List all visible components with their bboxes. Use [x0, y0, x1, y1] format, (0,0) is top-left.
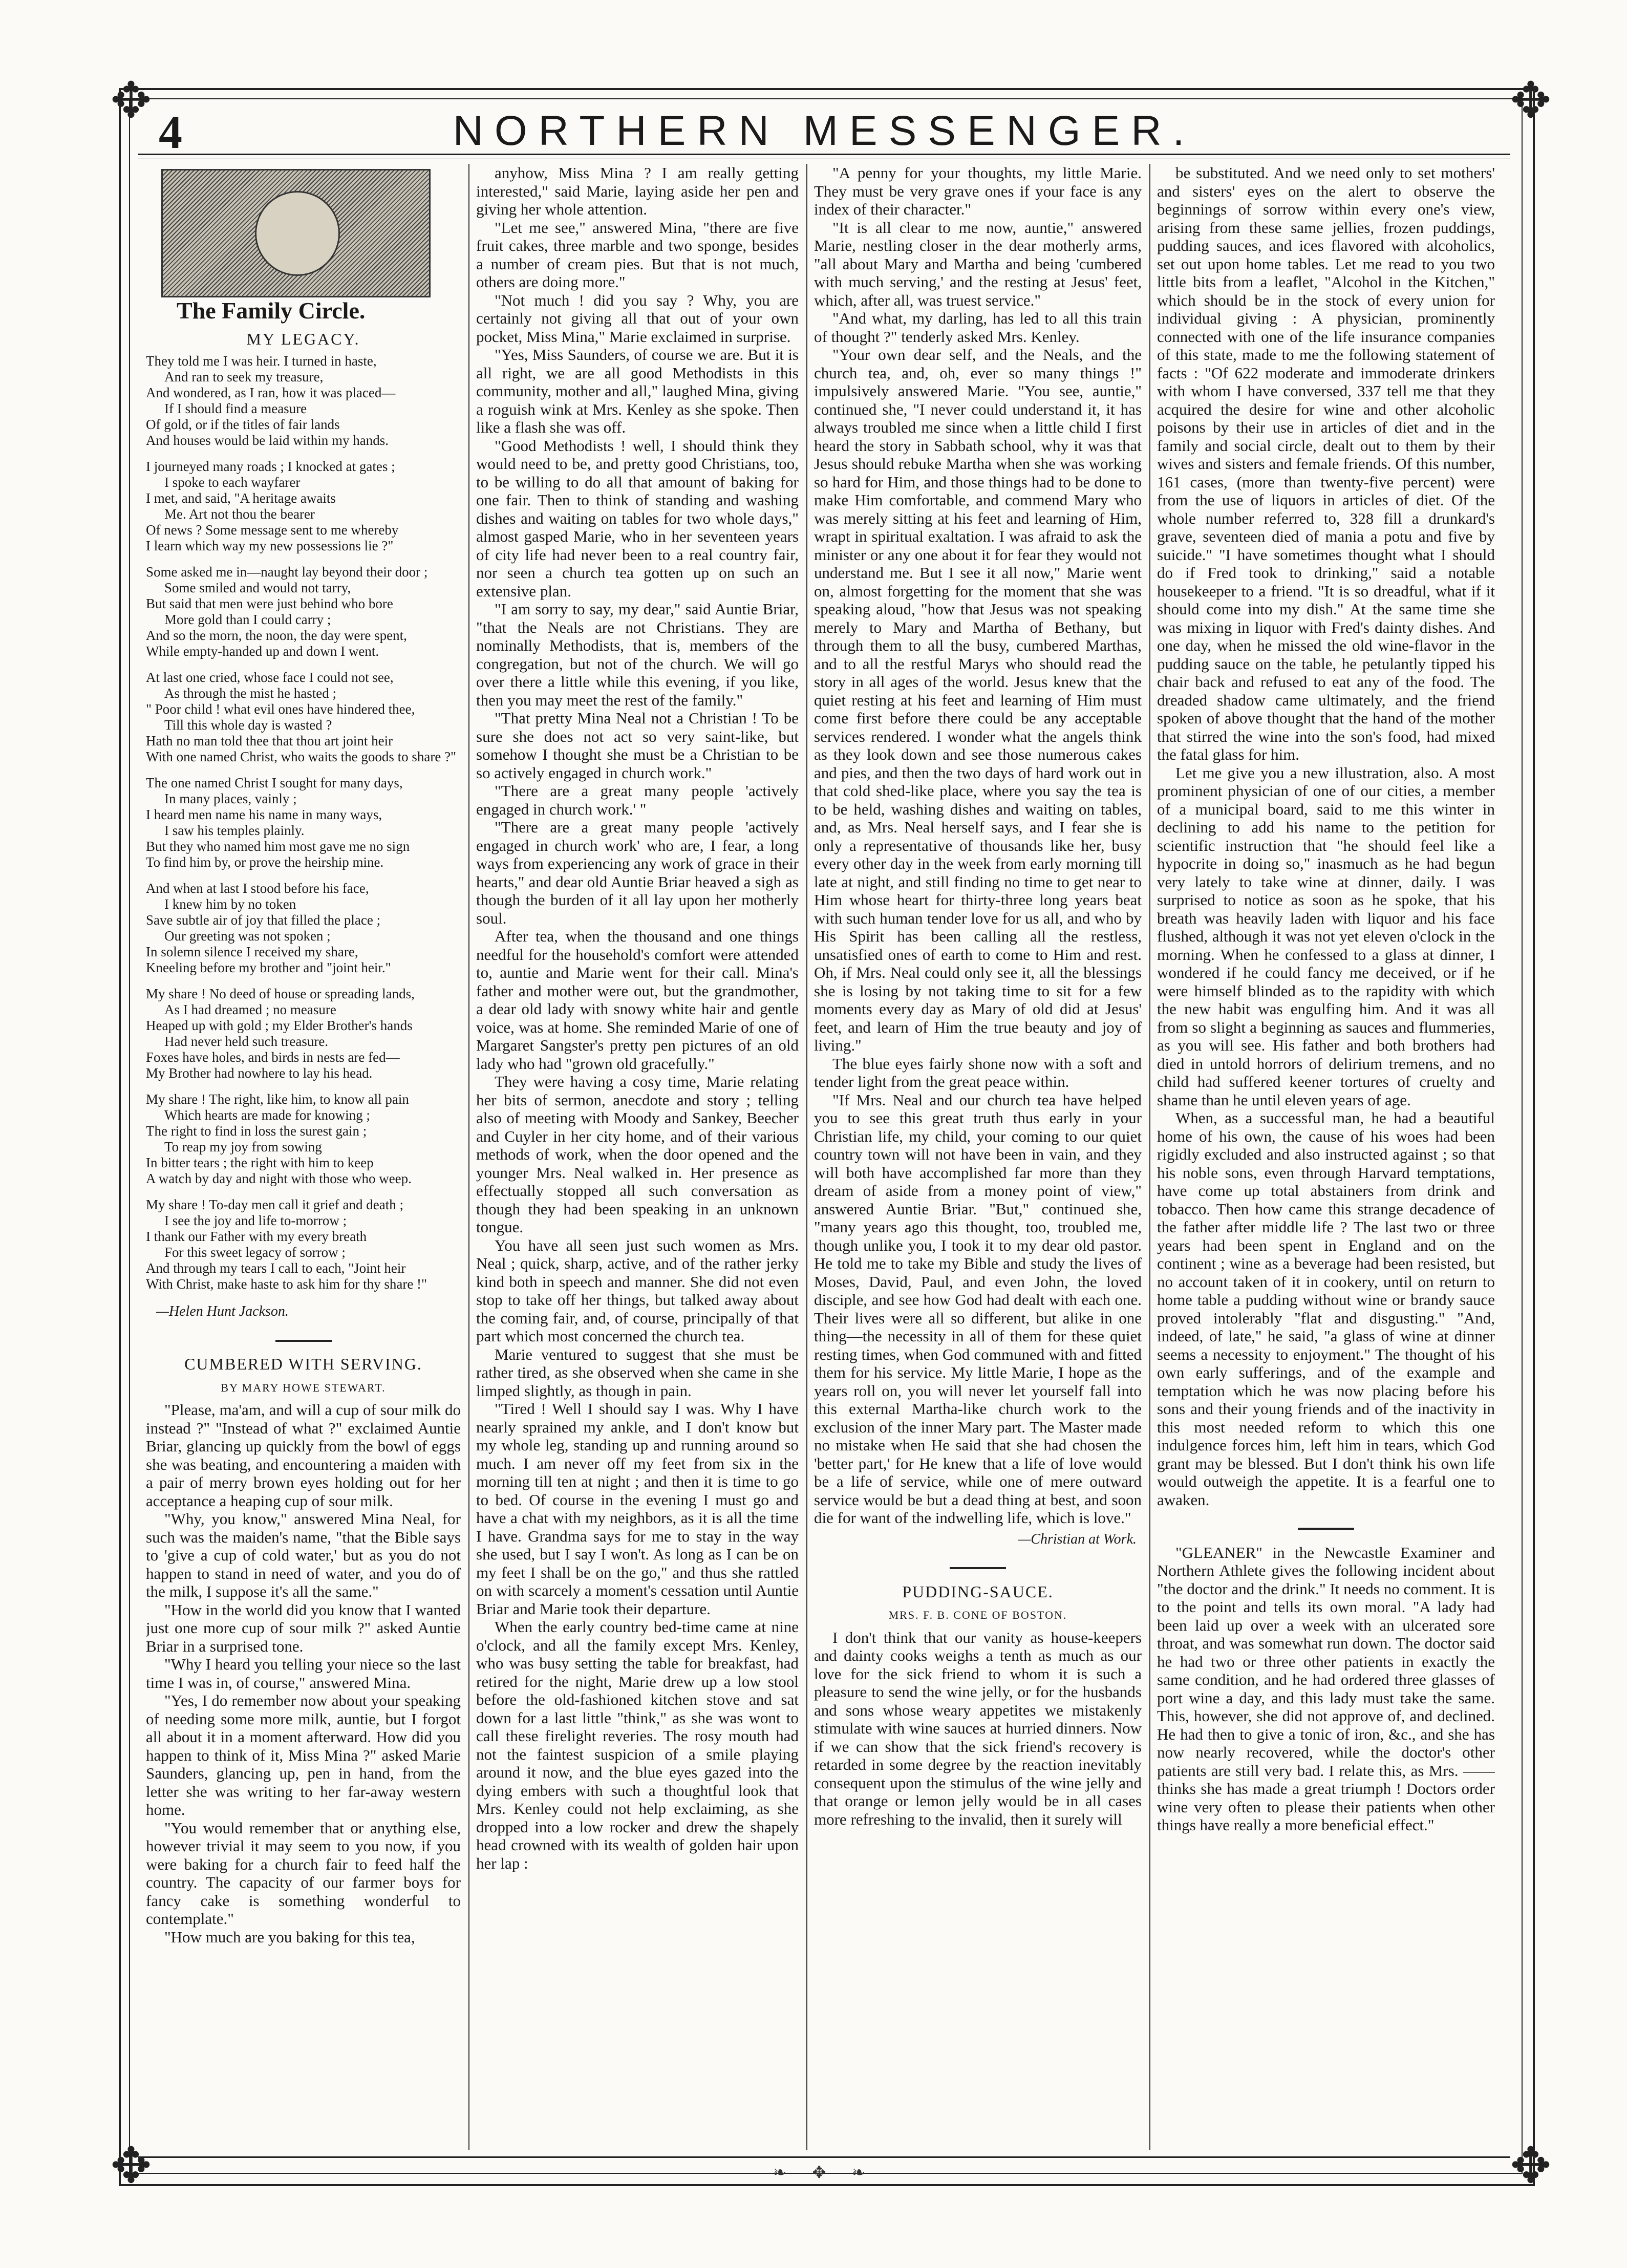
poem-line: I met, and said, "A heritage awaits [146, 490, 336, 506]
poem-line: And ran to seek my treasure, [164, 369, 324, 384]
poem-line: And when at last I stood before his face, [146, 881, 369, 896]
corner-ornament-bottom-right: ✥ [1510, 2137, 1552, 2194]
poem-line: In solemn silence I received my share, [146, 944, 358, 959]
paragraph: They were having a cosy time, Marie relating her bits of sermon, anecdote and story ; telling also of meeting with Moody and Sankey, Beecher and Cuyler in her city home, and of their various methods of work, when the door opened and the younger Mrs. Neal walked in. Her presence as effectually stopped all such conversation as though they had been speaking in an unknown tongue. [476, 1073, 799, 1236]
poem-line: The one named Christ I sought for many days, [146, 775, 403, 790]
poem-line: I see the joy and life to-morrow ; [164, 1213, 347, 1228]
paragraph: "Please, ma'am, and will a cup of sour milk do instead ?" "Instead of what ?" exclaimed Auntie Briar, glancing up quickly from the bowl of eggs she was beating, and encountering a maiden with a pair of merry brown eyes holding out for her acceptance a heaping cup of sour milk. [146, 1401, 461, 1510]
page-header [138, 100, 1510, 166]
poem-line: Foxes have holes, and birds in nests are fed— [146, 1050, 400, 1065]
poem-line: I knew him by no token [164, 896, 296, 912]
poem-stanza [146, 670, 461, 765]
masthead-title: NORTHERN MESSENGER. [453, 108, 1196, 154]
gleaner-text [1157, 1544, 1495, 1834]
pudding-byline: MRS. F. B. CONE OF BOSTON. [888, 1609, 1067, 1621]
poem-line: I learn which way my new possessions lie ?" [146, 538, 394, 553]
family-circle-illustration [161, 169, 431, 297]
poem-line: At last one cried, whose face I could not see, [146, 670, 394, 685]
poem-line: For this sweet legacy of sorrow ; [164, 1245, 346, 1260]
paragraph: "A penny for your thoughts, my little Marie. They must be very grave ones if your face is any index of their character." [814, 164, 1142, 218]
poem-line: And houses would be laid within my hands. [146, 433, 389, 448]
paragraph: "GLEANER" in the Newcastle Examiner and Northern Athlete gives the following incident about "the doctor and the drink." It needs no comment. It is to the point and tells its own moral. "A lady had been laid up over a week with an ulcerated sore throat, and was somewhat run down. The doctor said he had two or three other patients in exactly the same condition, and he had ordered three glasses of port wine a day, and this lady must take the same. This, however, she did not approve of, and declined. He had then to give a tonic of iron, &c., and she has now nearly recovered, while the doctor's other patients are still very bad. I relate this, as Mrs. —— thinks she has made a great triumph ! Doctors order wine very often to please their patients when other things have really a more beneficial effect." [1157, 1543, 1495, 1834]
corner-ornament-bottom-left: ✥ [110, 2137, 152, 2194]
poem-stanza [146, 775, 461, 870]
paragraph: When the early country bed-time came at nine o'clock, and all the family except Mrs. Kenley, who was busy setting the table for breakfast, had retired for the night, Marie drew up a low stool before the old-fashioned kitchen stove and sat down for a last little "think," as she was wont to call these firelight reveries. The rosy mouth had not the faintest suspicion of a smile playing around it now, and the blue eyes gazed into the dying embers with such a thoughtful look that Mrs. Kenley could not help exclaiming, as she dropped into a low rocker and drew the shapely head crowned with its wealth of golden hair upon her lap : [476, 1618, 799, 1872]
column-4 [1157, 164, 1495, 2150]
paragraph: "Your own dear self, and the Neals, and the church tea, and, oh, ever so many things !" impulsively answered Marie. "You see, auntie," continued she, "I never could understand it, it has always troubled me since when a little child I first heard the story in Sabbath school, why it was that Jesus should rebuke Martha when she was working so hard for Him, and those things had to be done to make Him comfortable, and commend Mary who was merely sitting at his feet and learning of Him, wrapt in spiritual exaltation. I was afraid to ask the minister or any one about it for fear they would not understand me. But I see it all now," Marie went on, almost forgetting for the moment that she was speaking aloud, "how that Jesus was not speaking merely to Mary and Martha of Bethany, but through them to all the busy, cumbered Marthas, and to all the restful Marys who should read the story in all ages of the world. Jesus knew that the quiet resting at his feet and learning of Him must come first before there could be any acceptable services rendered. I wonder what the angels think as they look down and see those numerous cakes and pies, and then the two days of hard work out in that cold shed-like place, where you say the tea is to be held, washing dishes and waiting on tables, and, as Mrs. Neal herself says, and I fear she is only a representative of thousands like her, busy every other day in the week from early morning till late at night, and still finding no time to get near to Him whose heart for thirty-three long years beat with such human tender love for us all, and who by His Spirit has been calling all the restless, unsatisfied ones of earth to come to Him and rest. Oh, if Mrs. Neal could only see it, all the blessings she is losing by not taking time to sit for a few moments every day as Mary of old did at Jesus' feet, and learn of Him the true beauty and joy of living." [814, 346, 1142, 1054]
paragraph: anyhow, Miss Mina ? I am really getting interested," said Marie, laying aside her pen and giving her whole attention. [476, 164, 799, 218]
poem-credit: —Helen Hunt Jackson. [156, 1303, 289, 1319]
pudding-text-col3 [814, 1629, 1142, 1829]
paragraph: You have all seen just such women as Mrs. Neal ; quick, sharp, active, and of the rather jerky kind both in speech and manner. She did not even stop to take off her things, but talked away about the coming fair, and, of course, principally of that part which most concerned the church tea. [476, 1236, 799, 1345]
poem-stanza [146, 881, 461, 976]
poem-stanza [146, 986, 461, 1081]
poem-line: To reap my joy from sowing [164, 1139, 322, 1154]
poem-stanza [146, 1197, 461, 1292]
poem-line: My share ! To-day men call it grief and death ; [146, 1197, 403, 1212]
poem-stanza [146, 353, 461, 448]
column-rule [806, 164, 807, 2150]
header-rule [138, 154, 1510, 155]
poem-line: Me. Art not thou the bearer [164, 506, 315, 522]
column-3 [814, 164, 1142, 2150]
column-rule [1149, 164, 1150, 2150]
poem-line: While empty-handed up and down I went. [146, 644, 379, 659]
poem-line: As I had dreamed ; no measure [164, 1002, 336, 1017]
poem-line: Heaped up with gold ; my Elder Brother's hands [146, 1018, 413, 1033]
poem-line: The right to find in loss the surest gain ; [146, 1123, 367, 1139]
poem-line: Till this whole day is wasted ? [164, 717, 332, 733]
poem-line: Of news ? Some message sent to me whereby [146, 522, 399, 538]
poem-line: " Poor child ! what evil ones have hindered thee, [146, 701, 415, 717]
poem-line: And so the morn, the noon, the day were spent, [146, 628, 407, 643]
poem-line: My share ! No deed of house or spreading lands, [146, 986, 415, 1001]
paragraph: "If Mrs. Neal and our church tea have helped you to see this great truth thus early in your Christian life, my child, your coming to our quiet country town will not have been in vain, and they will both have accomplished far more than they dream of aside from a money point of view," answered Auntie Briar. "But," continued she, "many years ago this thought, too, troubled me, though unlike you, I took it to my dear old pastor. He told me to take my Bible and study the lives of Moses, David, Paul, and even John, the loved disciple, and see how God had dealt with each one. Their lives were all so different, but alike in one thing—the necessity in all of them for these quiet resting times, when God communed with and fitted them for his service. My little Marie, I hope as the years roll on, you will never let yourself fall into this external Martha-like church work to the exclusion of the inner Mary part. The Master made no mistake when He said that she had chosen the 'better part,' for He knew that a life of love would be a life of service, while one of mere outward service would be but a dead thing at best, and soon die for want of the indwelling life, which is love." [814, 1090, 1142, 1527]
paragraph: "Not much ! did you say ? Why, you are certainly not giving all that out of your own pocket, Miss Mina," Marie exclaimed in surprise. [476, 291, 799, 346]
paragraph: "You would remember that or anything else, however trivial it may seem to you now, if you were baking for a church fair to feed half the country. The capacity of our farmer boys for fancy cake is something wonderful to contemplate." [146, 1818, 461, 1928]
story-text-col1 [146, 1401, 461, 1946]
story-title: CUMBERED WITH SERVING. [184, 1355, 422, 1373]
divider [1157, 1517, 1495, 1535]
paragraph: "Why I heard you telling your niece so the last time I was in, of course," answered Mina. [146, 1655, 461, 1692]
footer-ornament: ❧ ✥ ❧ [773, 2163, 876, 2182]
paragraph: "Why, you know," answered Mina Neal, for such was the maiden's name, "that the Bible says to 'give a cup of cold water,' but as you do not happen to stand in need of water, and you do of the milk, I suppose it's all the same." [146, 1510, 461, 1600]
poem-line: I journeyed many roads ; I knocked at gates ; [146, 459, 395, 474]
paragraph: "How in the world did you know that I wanted just one more cup of sour milk ?" asked Auntie Briar in a surprised tone. [146, 1600, 461, 1655]
paragraph: "Yes, Miss Saunders, of course we are. But it is all right, we are all good Methodists in this community, mother and all," laughed Mina, giving a roguish wink at Mrs. Kenley as she spoke. Then like a flash she was off. [476, 346, 799, 436]
poem-line: Save subtle air of joy that filled the place ; [146, 912, 381, 928]
story-credit: —Christian at Work. [1018, 1531, 1137, 1547]
paragraph: "How much are you baking for this tea, [164, 1928, 415, 1946]
poem-stanza [146, 459, 461, 554]
divider [814, 1556, 1142, 1575]
poem-line: My share ! The right, like him, to know all pain [146, 1092, 409, 1107]
story-byline: BY MARY HOWE STEWART. [221, 1381, 386, 1394]
poem-line: A watch by day and night with those who weep. [146, 1171, 412, 1186]
section-title: The Family Circle. [177, 297, 366, 324]
pudding-text-col4 [1157, 164, 1495, 1509]
poem-line: If I should find a measure [164, 401, 307, 416]
poem-line: I heard men name his name in many ways, [146, 807, 382, 822]
poem-line: With Christ, make haste to ask him for thy share !" [146, 1276, 427, 1292]
poem-body [146, 353, 461, 1292]
column-2 [476, 164, 799, 2150]
paragraph: "I am sorry to say, my dear," said Auntie Briar, "that the Neals are not Christians. They are nominally Methodists, that is, members of the congregation, but not of the church. We will go over there a little while this evening, if you like, then you may meet the rest of the family." [476, 600, 799, 709]
poem-line: Had never held such treasure. [164, 1034, 329, 1049]
column-1 [146, 164, 461, 2150]
paragraph: Let me give you a new illustration, also. A most prominent physician of one of our cities, a member of a municipal board, said to me this winter in declining to add his name to the petition for scientific instruction that "he should feel like a hypocrite in doing so," inasmuch as he had begun very lately to take wine at dinner, daily. I was surprised to notice as soon as he spoke, that his breath was heavily laden with liquor and his face flushed, although it was not yet eleven o'clock in the morning. When he confessed to a glass at dinner, I wondered if he could fancy me deceived, or if he were himself blinded as to the rapidity with which the new habit was engulfing him. And it was all from so slight a beginning as sauces and flummeries, as you will see. His father and both brothers had died in untold horrors of delirium tremens, and no child had suffered keener tortures of cruelty and shame than he until eleven years of age. [1157, 763, 1495, 1109]
poem-line: In many places, vainly ; [164, 791, 297, 806]
poem-line: But said that men were just behind who bore [146, 596, 393, 611]
paragraph: I don't think that our vanity as house-keepers and dainty cooks weighs a tenth as much as our love for the sick friend to whom it is such a pleasure to send the wine jelly, or for the husbands and sons whose weary appetites we mistakenly stimulate with wine sauces at hurried dinners. Now if we can show that the sick friend's recovery is retarded in some degree by the reaction inevitably consequent upon the stimulus of the wine jelly and that orange or lemon jelly would be in all cases more refreshing to the invalid, then it surely will [814, 1628, 1142, 1828]
paragraph: Marie ventured to suggest that she must be rather tired, as she observed when she came in she limped slightly, as though in pain. [476, 1345, 799, 1400]
column-rule [468, 164, 469, 2150]
poem-line: Of gold, or if the titles of fair lands [146, 417, 340, 432]
poem-line: Kneeling before my brother and "joint heir." [146, 960, 391, 975]
poem-line: And wondered, as I ran, how it was placed— [146, 385, 396, 400]
paragraph: "It is all clear to me now, auntie," answered Marie, nestling closer in the dear motherly arms, "all about Mary and Martha and being 'cumbered with much serving,' and the resting at Jesus' feet, which, after all, was truest service." [814, 218, 1142, 309]
poem-line: My Brother had nowhere to lay his head. [146, 1065, 373, 1081]
paragraph: "There are a great many people 'actively engaged in church work' who are, I fear, a long ways from experiencing any work of grace in their hearts," and dear old Auntie Briar heaved a sigh as though the burden of it all lay upon her motherly soul. [476, 818, 799, 927]
paragraph: "Good Methodists ! well, I should think they would need to be, and pretty good Christians, too, to be willing to do all that amount of baking for one fair. Then to think of standing and washing dishes and waiting on tables for two whole days," almost gasped Marie, who in her seventeen years of city life had never been to a real country fair, nor seen a church tea gotten up on such an extensive plan. [476, 436, 799, 600]
divider [146, 1329, 461, 1347]
poem-stanza [146, 564, 461, 659]
poem-line: With one named Christ, who waits the goods to share ?" [146, 749, 457, 764]
paragraph: When, as a successful man, he had a beautiful home of his own, the cause of his woes had been rigidly excluded and also instructed against ; so that his noble sons, even through Harvard temptations, have come up total abstainers from drink and tobacco. Then how came this strange decadence of the father after middle life ? The last two or three years had been spent in England and on the continent ; wine as a beverage had been resisted, but no account taken of it in cookery, until on return to home table a pudding without wine or brandy sauce proved intolerably "flat and disgusting." "And, indeed, of late," he said, "a glass of wine at dinner seems a necessity to enjoyment." The thought of his own early sufferings, and of the example and temptation which he was now placing before his sons and their young friends and of the inactivity in this most needed reform to which this one indulgence forces him, left him in tears, which God grant may be blessed. But I don't think his own life would outweigh the appetite. It is a fearful one to awaken. [1157, 1109, 1495, 1509]
paragraph: After tea, when the thousand and one things needful for the household's comfort were attended to, auntie and Marie went for their call. Mina's father and mother were out, but the grandmother, a dear old lady with snowy white hair and gentle voice, was at home. She reminded Marie of one of Margaret Sangster's pretty pen pictures of an old lady who had "grown old gracefully." [476, 927, 799, 1073]
poem-line: More gold than I could carry ; [164, 612, 331, 627]
pudding-title: PUDDING-SAUCE. [902, 1582, 1054, 1601]
poem-line: I spoke to each wayfarer [164, 475, 301, 490]
paragraph: "Tired ! Well I should say I was. Why I have nearly sprained my ankle, and I don't know but my whole leg, standing up and running around so much. I am never off my feet from six in the morning till ten at night ; and then it is time to go to bed. Of course in the evening I must go and have a chat with my neighbors, as it is all the time I have. Grandma says for me to stay in the way she used, but I say I won't. As long as I can be on my feet I shall be on the go," and thus she rattled on with scarcely a moment's cessation until Auntie Briar and Marie took their departure. [476, 1400, 799, 1618]
poem-stanza [146, 1092, 461, 1187]
poem-line: As through the mist he hasted ; [164, 686, 336, 701]
poem-line: Some smiled and would not tarry, [164, 580, 351, 595]
poem-line: In bitter tears ; the right with him to keep [146, 1155, 374, 1170]
poem-line: They told me I was heir. I turned in haste, [146, 353, 377, 369]
poem-line: Hath no man told thee that thou art joint heir [146, 733, 393, 748]
poem-line: I saw his temples plainly. [164, 823, 305, 838]
poem-line: Some asked me in—naught lay beyond their door ; [146, 564, 428, 580]
page-number: 4 [159, 106, 182, 158]
poem-line: Our greeting was not spoken ; [164, 928, 331, 944]
poem-line: But they who named him most gave me no sign [146, 839, 410, 854]
paragraph: "That pretty Mina Neal not a Christian ! To be sure she does not act so very saint-like, but somehow I thought she must be a Christian to be so actively engaged in church work." [476, 709, 799, 782]
paragraph: "There are a great many people 'actively engaged in church work.' " [476, 782, 799, 818]
paragraph: "Let me see," answered Mina, "there are five fruit cakes, three marble and two sponge, besides a number of cream pies. But that is not much, others are doing more." [476, 218, 799, 291]
corner-ornament-top-left: ✥ [110, 72, 152, 129]
footer-rule [138, 2156, 1510, 2158]
story-text-col2 [476, 164, 799, 1872]
poem-line: And through my tears I call to each, "Joint heir [146, 1260, 406, 1276]
paragraph: "And what, my darling, has led to all this train of thought ?" tenderly asked Mrs. Kenley. [814, 309, 1142, 346]
paragraph: "Yes, I do remember now about your speaking of needing some more milk, auntie, but I forgot all about it in a moment afterward. How did you happen to think of it, Miss Mina ?" asked Marie Saunders, glancing up, pen in hand, from the letter she was writing to her far-away western home. [146, 1692, 461, 1818]
poem-line: I thank our Father with my every breath [146, 1229, 367, 1244]
paragraph: The blue eyes fairly shone now with a soft and tender light from the great peace within. [814, 1054, 1142, 1090]
story-text-col3 [814, 164, 1142, 1527]
paragraph: be substituted. And we need only to set mothers' and sisters' eyes on the alert to observe the beginnings of sorrow within every one's view, arising from these same jellies, frozen puddings, pudding sauces, and ices flavored with alcoholics, set out upon home tables. Let me read to you two little bits from a leaflet, "Alcohol in the Kitchen," which should be in the stock of every union for individual giving : A physician, prominently connected with one of the life insurance companies of this state, made to me the following statement of facts : "Of 622 moderate and immoderate drinkers with whom I have conversed, 337 tell me that they acquired the desire for wine and other alcoholic poisons by their use in articles of diet and in the family and social circle, dealt out to them by their wives and sisters and female friends. Of this number, 161 cases, (more than twenty-five percent) were from the use of liquors in articles of diet. Of the whole number referred to, 328 fill a drunkard's grave, seventeen died of mania a potu and five by suicide." "I have sometimes thought what I should do if Fred took to drinking," said a notable housekeeper to a friend. "It is so dreadful, what if it should come into my dish." At the same time she was mixing in liquor with Fred's dainty dishes. And one day, when he missed the old wine-flavor in the pudding sauce on the table, he petulantly tipped his chair back and refused to eat any of the food. The dreaded shadow came ultimately, and the friend spoken of above thought that the hand of the mother that stirred the wine into the son's food, had mixed the fatal glass for him. [1157, 164, 1495, 763]
corner-ornament-top-right: ✥ [1510, 72, 1552, 129]
poem-line: Which hearts are made for knowing ; [164, 1107, 370, 1123]
poem-line: To find him by, or prove the heirship mine. [146, 854, 384, 870]
poem-title: MY LEGACY. [246, 329, 360, 348]
